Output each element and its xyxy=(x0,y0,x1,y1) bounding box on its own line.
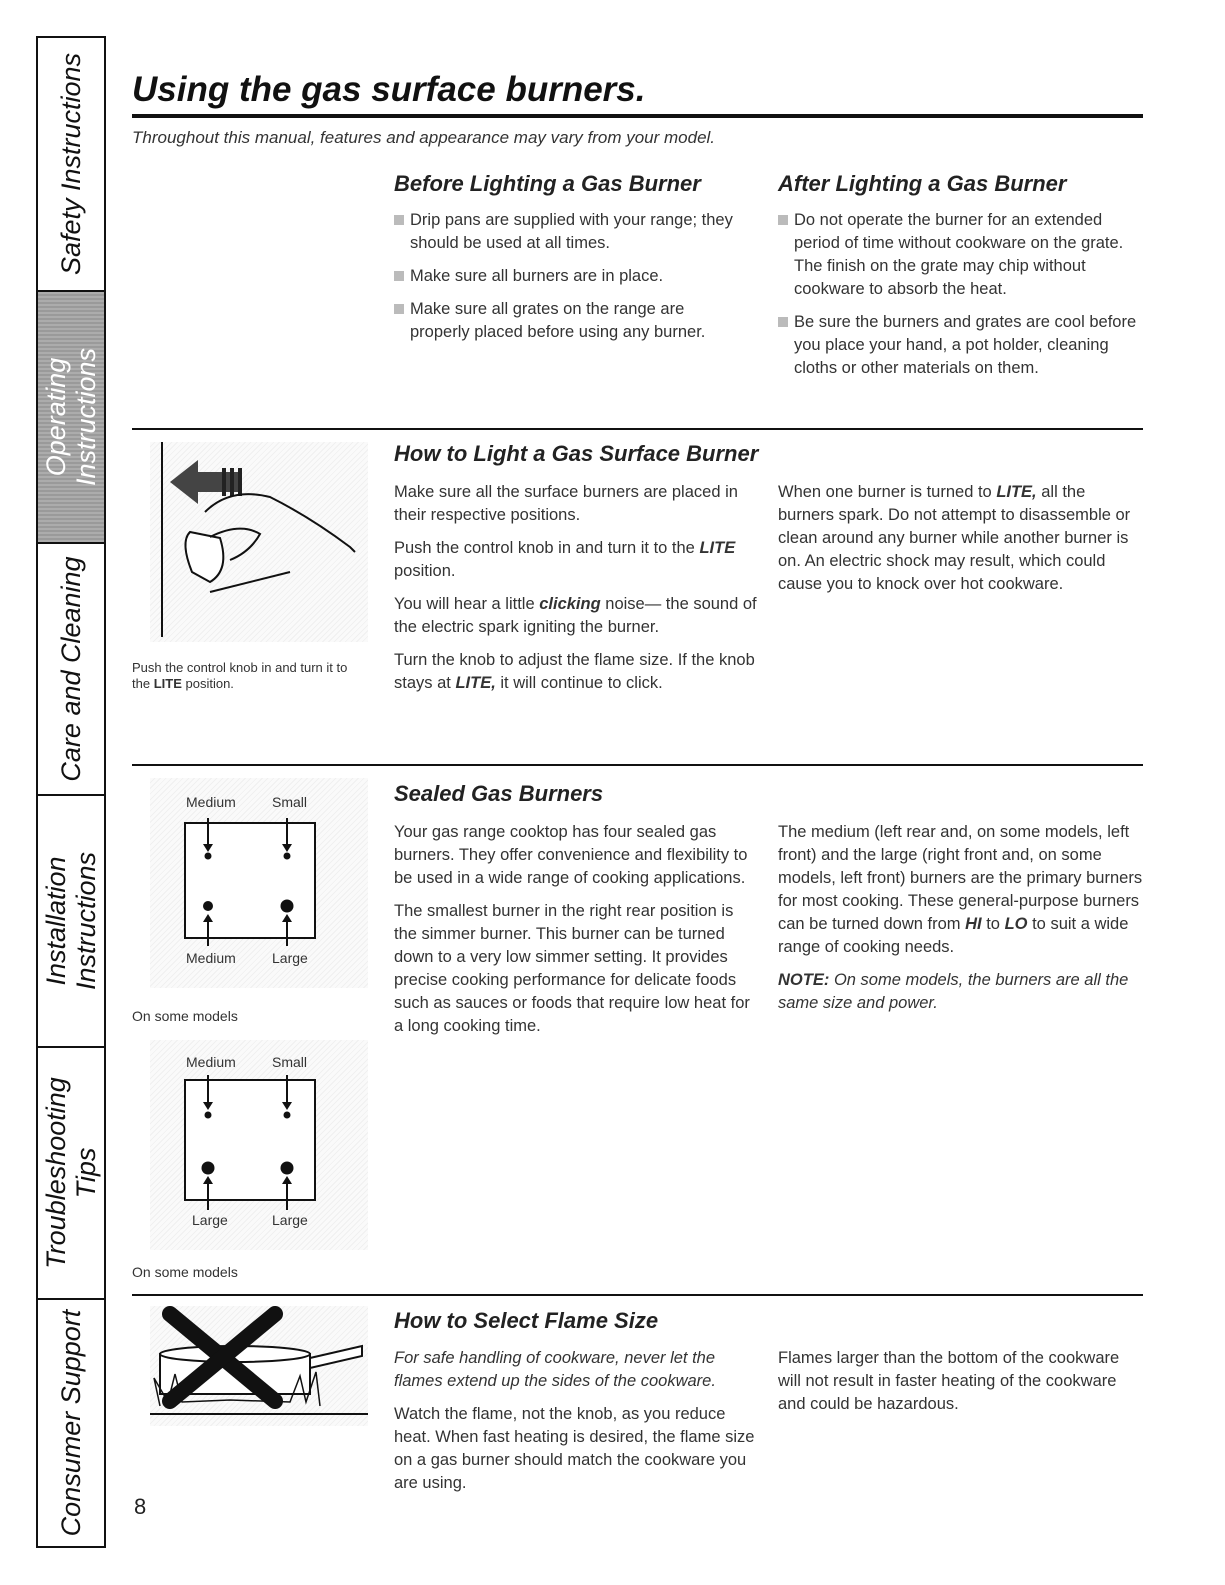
section-divider xyxy=(132,428,1143,430)
light-warning: When one burner is turned to LITE, all the burners spark. Do not attempt to disassemble or clean around any burner while another burner is on. An electric shock may result, which could cause you to knock over hot cookware. xyxy=(778,483,1131,593)
tab-label: Care and Cleaning xyxy=(56,556,86,782)
tab-installation-instructions[interactable] xyxy=(38,796,104,1048)
burner-label-br: Large xyxy=(272,1212,308,1228)
sealed-p2: The smallest burner in the right rear position is the simmer burner. This burner can be turned down to a very low simmer setting. It provides precise cooking performance for delicate foods such as sauces or foods that require low heat for a long cooking time. xyxy=(394,902,750,1035)
light-heading: How to Light a Gas Surface Burner xyxy=(394,441,759,466)
sealed-description xyxy=(394,821,754,1048)
diagram-2-caption: On some models xyxy=(132,1264,238,1280)
flame-warning: Flames larger than the bottom of the cookware will not result in faster heating of the cookware and could be hazardous. xyxy=(778,1349,1120,1413)
light-p2: Push the control knob in and turn it to the LITE position. xyxy=(394,539,736,580)
knob-caption: Push the control knob in and turn it to the LITE position. xyxy=(132,660,348,691)
after-heading: After Lighting a Gas Burner xyxy=(778,171,1067,196)
page-number: 8 xyxy=(134,1494,147,1519)
after-list xyxy=(778,209,1143,390)
tab-label: Safety Instructions xyxy=(56,52,86,276)
flame-instructions xyxy=(394,1347,759,1505)
flame-heading: How to Select Flame Size xyxy=(394,1308,659,1333)
sealed-p1: Your gas range cooktop has four sealed gas burners. They offer convenience and flexibility to be used in a wide range of cooking applications. xyxy=(394,823,748,887)
burner-label-bl: Medium xyxy=(186,950,236,966)
page-title: Using the gas surface burners. xyxy=(132,70,646,109)
burner-label-tr: Small xyxy=(272,1054,308,1070)
burner-label-tl: Medium xyxy=(186,794,236,810)
tab-label-line2: Instructions xyxy=(71,851,101,991)
burner-label-br: Large xyxy=(272,950,308,966)
page-subtitle: Throughout this manual, features and appearance may vary from your model. xyxy=(132,128,716,147)
list-item: Do not operate the burner for an extended period of time without cookware on the grate. The finish on the grate may chip without cookware to absorb the heat. xyxy=(778,209,1143,301)
flame-illustration xyxy=(150,1306,368,1426)
list-item: Make sure all burners are in place. xyxy=(394,265,744,288)
title-rule xyxy=(132,114,1143,118)
before-heading: Before Lighting a Gas Burner xyxy=(394,171,701,196)
tab-label-line2: Tips xyxy=(71,1147,101,1199)
tab-label: Operating xyxy=(41,357,71,477)
burner-diagram-2 xyxy=(150,1040,368,1250)
light-p1: Make sure all the surface burners are placed in their respective positions. xyxy=(394,483,738,524)
sealed-right: The medium (left rear and, on some models, left front) and the large (right front and, on some models, left front) burners are the primary burners for most cooking. These general-purpose burners can be turned down from HI to LO to suit a wide range of cooking needs. NOTE: On some models, the burners are all the same size and power. xyxy=(778,821,1143,1025)
list-item: Be sure the burners and grates are cool before you place your hand, a pot holder, cleaning cloths or other materials on them. xyxy=(778,311,1143,380)
burner-diagram-1 xyxy=(150,778,368,988)
flame-p1: For safe handling of cookware, never let the flames extend up the sides of the cookware. xyxy=(394,1349,716,1390)
tab-operating-instructions[interactable] xyxy=(38,292,104,544)
sidebar-nav xyxy=(36,36,106,1548)
tab-troubleshooting-tips[interactable] xyxy=(38,1048,104,1300)
section-divider xyxy=(132,764,1143,766)
oversized-flame-warning-icon xyxy=(150,1306,368,1426)
burner-label-tr: Small xyxy=(272,794,308,810)
flame-p2: Watch the flame, not the knob, as you reduce heat. When fast heating is desired, the flame size on a gas burner should match the cookware you are using. xyxy=(394,1405,755,1492)
section-divider xyxy=(132,1294,1143,1296)
tab-care-and-cleaning[interactable] xyxy=(38,544,104,796)
light-p4: Turn the knob to adjust the flame size. If the knob stays at LITE, it will continue to click. xyxy=(394,651,755,692)
sealed-note: NOTE: On some models, the burners are all the same size and power. xyxy=(778,971,1129,1012)
burner-label-bl: Large xyxy=(192,1212,228,1228)
tab-label: Consumer Support xyxy=(56,1309,86,1537)
tab-safety-instructions[interactable] xyxy=(38,38,104,292)
light-instructions xyxy=(394,481,764,705)
burner-label-tl: Medium xyxy=(186,1054,236,1070)
tab-label-line2: Instructions xyxy=(71,347,101,487)
light-p3: You will hear a little clicking noise— the sound of the electric spark igniting the burner. xyxy=(394,595,757,636)
tab-label: Installation xyxy=(41,856,71,986)
tab-consumer-support[interactable] xyxy=(38,1300,104,1546)
diagram-1-caption: On some models xyxy=(132,1008,238,1024)
knob-illustration xyxy=(150,442,368,642)
list-item: Make sure all grates on the range are properly placed before using any burner. xyxy=(394,298,744,344)
list-item: Drip pans are supplied with your range; they should be used at all times. xyxy=(394,209,744,255)
sealed-heading: Sealed Gas Burners xyxy=(394,781,604,806)
knob-push-turn-icon xyxy=(150,442,368,642)
before-list xyxy=(394,209,744,354)
tab-label: Troubleshooting xyxy=(41,1077,71,1269)
